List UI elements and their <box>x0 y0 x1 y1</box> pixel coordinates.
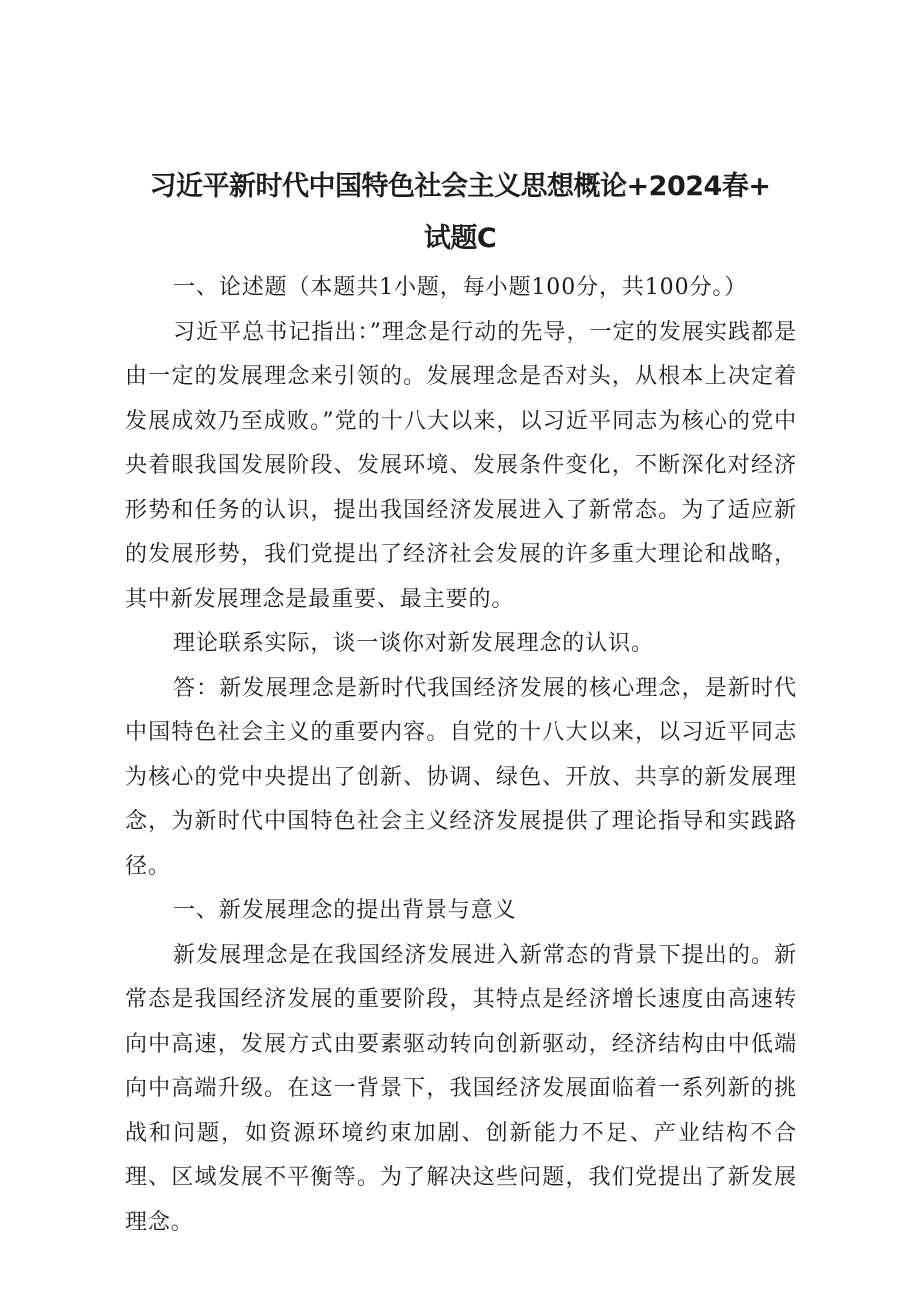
section-1-body: 新发展理念是在我国经济发展进入新常态的背景下提出的。新常态是我国经济发展的重要阶段，其特点是经济增长速度由高速转向中高速，发展方式由要素驱动转向创新驱动，经济结构由中低端向中高端升级。在这一背景下，我国经济发展面临着一系列新的挑战和问题，如资源环境约束加剧、创新能力不足、产业结构不合理、区域发展不平衡等。为了解决这些问题，我们党提出了新发展理念。 <box>125 942 797 1235</box>
question-prompt: 理论联系实际，谈一谈你对新发展理念的认识。 <box>173 631 654 656</box>
question-body: 习近平总书记指出：”理念是行动的先导，一定的发展实践都是由一定的发展理念来引领的。发展理念是否对头，从根本上决定着发展成效乃至成败。”党的十八大以来，以习近平同志为核心的党中央着眼我国发展阶段、发展环境、发展条件变化，不断深化对经济形势和任务的认识，提出我国经济发展进入了新常态。为了适应新的发展形势，我们党提出了经济社会发展的许多重大理论和战略，其中新发展理念是最重要、最主要的。 <box>125 319 797 612</box>
section-1-heading: 一、新发展理念的提出背景与意义 <box>173 898 517 923</box>
document-title-line-1: 习近平新时代中国特色社会主义思想概论+2024春+ <box>149 171 771 202</box>
answer-intro: 答：新发展理念是新时代我国经济发展的核心理念，是新时代中国特色社会主义的重要内容。自党的十八大以来，以习近平同志为核心的党中央提出了创新、协调、绿色、开放、共享的新发展理念，为新时代中国特色社会主义经济发展提供了理论指导和实践路径。 <box>125 675 797 879</box>
document-body <box>125 266 797 1245</box>
question-header: 一、论述题（本题共1小题，每小题100分，共100分。） <box>173 275 748 300</box>
document-title-line-2: 试题C <box>423 223 497 254</box>
